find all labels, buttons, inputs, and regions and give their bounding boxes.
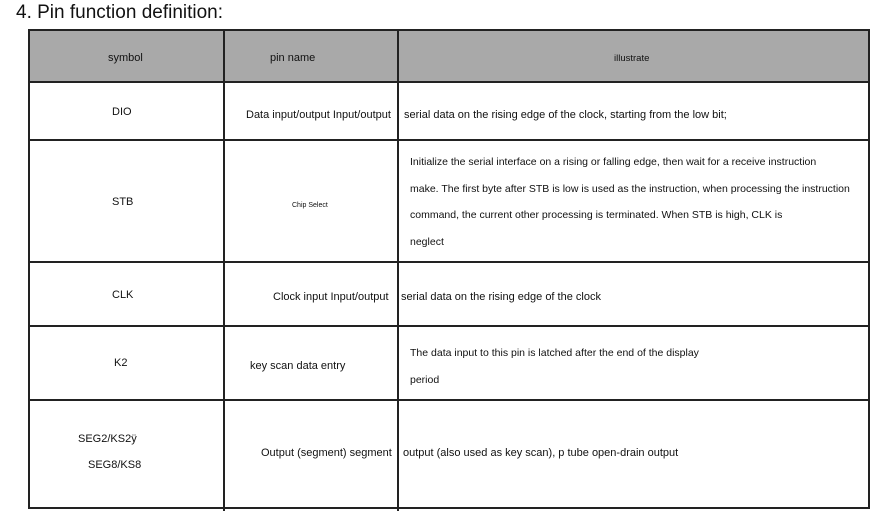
illustrate-cell [399,83,868,139]
pin-name-cell [225,327,399,399]
illustrate-line: Initialize the serial interface on a rising or falling edge, then wait for a receive instruction [410,156,817,168]
pin-name-text: Data input/output Input/output [246,109,391,121]
symbol-text: K2 [114,357,128,369]
illustrate-line: command, the current other processing is terminated. When STB is high, CLK is [410,209,783,221]
header-pin-name: pin name [270,52,316,64]
table-row [30,327,868,401]
symbol-cell [30,327,225,399]
table-row [30,401,868,511]
section-heading: 4. Pin function definition: [16,2,224,23]
illustrate-text [410,340,699,393]
table-row [30,83,868,141]
pin-name-text: key scan data entry [250,360,346,372]
symbol-cell [30,263,225,325]
pin-name-text: Clock input Input/output [273,291,389,303]
header-cell-illustrate [399,31,868,81]
symbol-text: DIO [112,106,132,118]
illustrate-line: make. The first byte after STB is low is used as the instruction, when processing the instruction [410,182,850,195]
pin-name-text: Chip Select [292,202,328,209]
table-row [30,263,868,327]
pin-name-cell [225,141,399,261]
illustrate-text [410,149,850,255]
symbol-cell [30,141,225,261]
illustrate-line: output (also used as key scan), p tube open-drain output [403,447,679,459]
symbol-text: SEG2/KS2ÿ [78,433,137,445]
header-cell-symbol [30,31,225,81]
pin-function-table [28,29,870,509]
illustrate-line: serial data on the rising edge of the clock, starting from the low bit; [404,109,727,121]
symbol-cell [30,401,225,511]
pin-name-text: Output (segment) segment [261,447,392,459]
illustrate-line: serial data on the rising edge of the clock [401,291,601,303]
header-illustrate: illustrate [614,53,650,64]
illustrate-line: neglect [410,235,444,248]
header-cell-pin-name [225,31,399,81]
symbol-cell [30,83,225,139]
symbol-text: STB [112,196,134,208]
symbol-text: CLK [112,289,134,301]
symbol-text: SEG8/KS8 [88,459,142,471]
illustrate-cell [399,141,868,261]
illustrate-line: period [410,373,440,386]
table-header-row [30,31,868,83]
illustrate-cell [399,401,868,511]
header-symbol: symbol [108,52,143,64]
illustrate-cell [399,327,868,399]
table-row [30,141,868,263]
illustrate-line: The data input to this pin is latched after the end of the display [410,347,699,359]
illustrate-cell [399,263,868,325]
